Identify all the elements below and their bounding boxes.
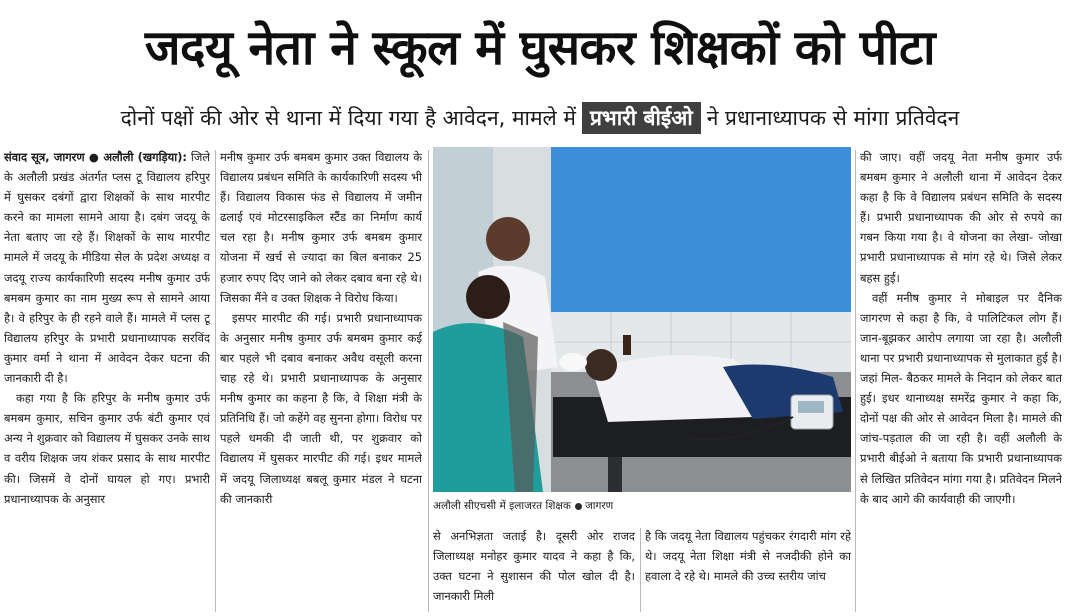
column-1-paragraph-1 — [4, 147, 210, 388]
photo-illustration — [433, 147, 851, 492]
photo-patient-head — [585, 349, 617, 381]
column-5-paragraph-2: वहीं मनीष कुमार ने मोबाइल पर दैनिक जागरण से कहा है कि, वे पालिटिकल लोग हैं। जान-बूझकर आरोप लगाया जा रहा है। अलौली थाना पर प्रभारी प्रधानाध्यापक से मुलाकात हुई है। जहां मिल- बैठकर मामले के निदान को लेकर बात हुई। इधर थानाध्यक्ष समरेंद्र कुमार ने कहा कि, दोनों पक्ष की ओर से आवेदन मिला है। मामले की जांच-पड़ताल की जा रही है। वहीं अलौली के प्रभारी बीईओ ने बताया कि प्रभारी प्रधानाध्यापक से लिखित प्रतिवेदन मांगा गया है। प्रतिवेदन मिलने के बाद आगे की कार्यवाही की जाएगी। — [860, 290, 1062, 506]
photo-caption — [433, 495, 851, 517]
headline: जदयू नेता ने स्कूल में घुसकर शिक्षकों को पीटा — [144, 20, 936, 76]
subheadline-part-2: ने प्रधानाध्यापक से मांगा प्रतिवेदन — [706, 106, 960, 130]
column-2-paragraph-1: मनीष कुमार उर्फ बमबम कुमार उक्त विद्यालय के विद्यालय प्रबंधन समिति के कार्यकारिणी सदस्य भी हैं। विद्यालय विकास फंड से विद्यालय में जमीन ढलाई एवं मोटरसाइकिल स्टैंड का निर्माण कार्य चल रहा है। मनीष कुमार उर्फ बमबम कुमार योजना में खर्च से ज्यादा का बिल बनाकर 25 हजार रुपए दिए जाने को लेकर दबाव बना रहे थे। जिसका मैंने व उक्त शिक्षक ने विरोध किया। — [220, 150, 422, 305]
subheadline-highlight: प्रभारी बीईओ — [582, 102, 701, 134]
photo-credit: जागरण — [584, 500, 614, 512]
subheadline-part-1: दोनों पक्षों की ओर से थाना में दिया गया है आवेदन, मामले में — [120, 106, 576, 130]
news-photo — [433, 147, 851, 492]
dateline: संवाद सूत्र, जागरण ● अलौली (खगड़िया): — [4, 150, 187, 164]
article-column-5 — [860, 147, 1062, 616]
photo-blue-wall — [551, 147, 851, 312]
photo-nurse-head — [466, 275, 510, 319]
article-column-1 — [4, 147, 210, 616]
column-2-paragraph-2: इसपर मारपीट की गई। प्रभारी प्रधानाध्यापक के अनुसार मनीष कुमार उर्फ बमबम कुमार कई बार पहले भी दबाव बनाकर अवैध वसूली करना चाह रहे थे। प्रभारी प्रधानाध्यापक के अनुसार मनीष कुमार का कहना है कि, वे शिक्षा मंत्री के प्रतिनिधि हैं। जो कहेंगे वह सुनना होगा। विरोध पर पहले धमकी दी जाती थी, पर शुक्रवार को विद्यालय में घुसकर मारपीट की गई। इधर मामले में जदयू जिलाध्यक्ष बबलू कुमार मंडल ने घटना की जानकारी — [220, 310, 422, 506]
column-divider — [855, 150, 856, 612]
column-5-paragraph-1: की जाए। वहीं जदयू नेता मनीष कुमार उर्फ बमबम कुमार ने अलौली थाना में आवेदन देकर कहा है कि वे विद्यालय प्रबंधन समिति के सदस्य हैं। प्रभारी प्रधानाध्यापक की ओर से रुपये का गबन किया गया है। वे योजना का लेखा- जोखा प्रभारी प्रधानाध्यापक से मांग रहे थे। जिसे लेकर बहस हुई। — [860, 150, 1062, 285]
photo-doctor-head — [486, 217, 530, 261]
column-divider — [215, 150, 216, 612]
article-column-4: है कि जदयू नेता विद्यालय पहुंचकर रंगदारी मांग रहे थे। जदयू नेता शिक्षा मंत्री से नजदीकी होने का हवाला दे रहे थे। मामले की उच्च स्तरीय जांच — [645, 529, 851, 584]
column-divider — [428, 150, 429, 612]
article-column-2 — [220, 147, 422, 616]
article-column-3: से अनभिज्ञता जताई है। दूसरी ओर राजद जिलाध्यक्ष मनोहर कुमार यादव ने कहा है कि, उक्त घटना ने सुशासन की पोल खोल दी है। जानकारी मिली — [433, 529, 635, 604]
column-1-paragraph-2: कहा गया है कि हरिपुर के मनीष कुमार उर्फ बमबम कुमार, सचिन कुमार उर्फ बंटी कुमार एवं अन्य ने शुक्रवार को विद्यालय में घुसकर उनके साथ व वरीय शिक्षक जय शंकर प्रसाद के साथ मारपीट की। जिसमें वे दोनों घायल हो गए। प्रभारी प्रधानाध्यापक के अनुसार — [4, 391, 210, 506]
photo-bandage — [559, 353, 587, 371]
column-1-paragraph-1-text: जिले के अलौली प्रखंड अंतर्गत प्लस टू विद्यालय हरिपुर में घुसकर दबंगों द्वारा शिक्षकों के साथ मारपीट करने का मामला सामने आया है। दबंग जदयू के नेता बताए जा रहे हैं। शिक्षकों के साथ मारपीट मामले में जदयू के मीडिया सेल के प्रदेश अध्यक्ष व जदयू राज्य कार्यकारिणी सदस्य मनीष कुमार उर्फ बमबम कुमार का नाम मुख्य रूप से सामने आया है। वे हरिपुर के ही रहने वाले हैं। मामले में प्लस टू विद्यालय हरिपुर के प्रभारी प्रधानाध्यापक सरविंद कुमार वर्मा ने थाना में आवेदन देकर घटना की जानकारी दी है। — [4, 150, 210, 386]
subheadline — [0, 96, 1080, 140]
column-divider — [640, 528, 641, 612]
bullet-icon — [575, 503, 582, 510]
photo-caption-text: अलौली सीएचसी में इलाजरत शिक्षक — [433, 500, 571, 512]
